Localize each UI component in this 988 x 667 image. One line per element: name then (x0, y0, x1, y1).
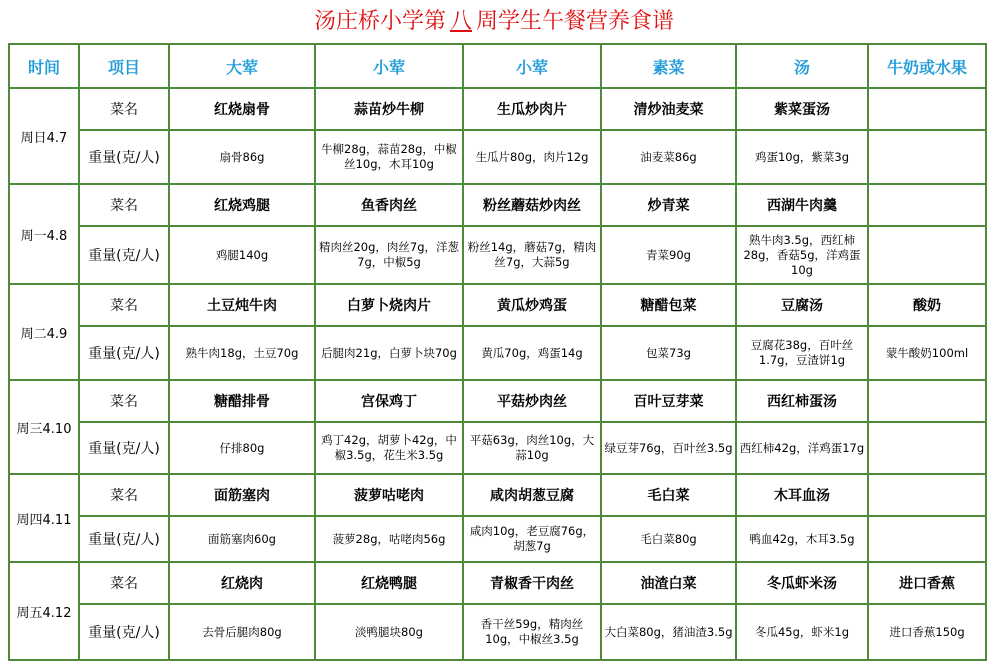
dish-weight-milk-fruit: 蒙牛酸奶100ml (868, 326, 986, 380)
day-cell: 周二4.9 (9, 284, 79, 380)
dish-name-side-meat-1: 宫保鸡丁 (315, 380, 463, 422)
dish-weight-milk-fruit: 进口香蕉150g (868, 604, 986, 660)
header-main-meat: 大荤 (169, 44, 315, 88)
header-time: 时间 (9, 44, 79, 88)
dish-weight-side-meat-1: 鸡丁42g，胡萝卜42g，中椒3.5g，花生米3.5g (315, 422, 463, 474)
dish-name-milk-fruit (868, 474, 986, 516)
dish-weight-soup: 冬瓜45g，虾米1g (736, 604, 868, 660)
row-label-name: 菜名 (79, 474, 169, 516)
dish-weight-side-meat-2: 平菇63g，肉丝10g，大蒜10g (463, 422, 601, 474)
dish-name-side-meat-1: 蒜苗炒牛柳 (315, 88, 463, 130)
dish-weight-row (9, 516, 986, 562)
dish-name-main-meat: 土豆炖牛肉 (169, 284, 315, 326)
header-vegetable: 素菜 (601, 44, 736, 88)
dish-weight-side-meat-2: 黄瓜70g，鸡蛋14g (463, 326, 601, 380)
dish-name-side-meat-1: 鱼香肉丝 (315, 184, 463, 226)
dish-weight-side-meat-1: 淡鸭腿块80g (315, 604, 463, 660)
dish-name-soup: 西湖牛肉羹 (736, 184, 868, 226)
dish-name-vegetable: 炒青菜 (601, 184, 736, 226)
dish-name-side-meat-1: 菠萝咕咾肉 (315, 474, 463, 516)
header-row (9, 44, 986, 88)
dish-weight-main-meat: 面筋塞肉60g (169, 516, 315, 562)
dish-name-side-meat-2: 平菇炒肉丝 (463, 380, 601, 422)
dish-weight-soup: 西红柿42g，洋鸡蛋17g (736, 422, 868, 474)
row-label-weight: 重量(克/人) (79, 226, 169, 284)
dish-name-side-meat-1: 红烧鸭腿 (315, 562, 463, 604)
header-side-meat-2: 小荤 (463, 44, 601, 88)
day-cell: 周一4.8 (9, 184, 79, 284)
dish-weight-side-meat-1: 牛柳28g，蒜苗28g，中椒丝10g，木耳10g (315, 130, 463, 184)
dish-weight-side-meat-2: 生瓜片80g，肉片12g (463, 130, 601, 184)
dish-weight-side-meat-1: 后腿肉21g，白萝卜块70g (315, 326, 463, 380)
dish-name-row (9, 284, 986, 326)
dish-name-main-meat: 红烧扇骨 (169, 88, 315, 130)
dish-name-vegetable: 糖醋包菜 (601, 284, 736, 326)
dish-name-side-meat-2: 粉丝蘑菇炒肉丝 (463, 184, 601, 226)
day-cell: 周五4.12 (9, 562, 79, 660)
dish-weight-vegetable: 大白菜80g，猪油渣3.5g (601, 604, 736, 660)
row-label-name: 菜名 (79, 88, 169, 130)
dish-name-vegetable: 清炒油麦菜 (601, 88, 736, 130)
dish-weight-main-meat: 扇骨86g (169, 130, 315, 184)
dish-weight-soup: 豆腐花38g，百叶丝1.7g，豆渣饼1g (736, 326, 868, 380)
dish-weight-side-meat-2: 粉丝14g，蘑菇7g，精肉丝7g，大蒜5g (463, 226, 601, 284)
row-label-weight: 重量(克/人) (79, 326, 169, 380)
row-label-weight: 重量(克/人) (79, 422, 169, 474)
dish-weight-soup: 熟牛肉3.5g，西红柿28g，香菇5g，洋鸡蛋10g (736, 226, 868, 284)
dish-name-main-meat: 糖醋排骨 (169, 380, 315, 422)
day-cell: 周三4.10 (9, 380, 79, 474)
title-suffix: 周学生午餐营养食谱 (476, 9, 675, 34)
dish-weight-main-meat: 去骨后腿肉80g (169, 604, 315, 660)
dish-weight-vegetable: 毛白菜80g (601, 516, 736, 562)
dish-weight-side-meat-2: 香干丝59g，精肉丝10g，中椒丝3.5g (463, 604, 601, 660)
dish-name-milk-fruit (868, 88, 986, 130)
dish-name-milk-fruit: 酸奶 (868, 284, 986, 326)
dish-weight-soup: 鸭血42g，木耳3.5g (736, 516, 868, 562)
day-cell: 周日4.7 (9, 88, 79, 184)
dish-weight-side-meat-1: 精肉丝20g，肉丝7g，洋葱7g，中椒5g (315, 226, 463, 284)
row-label-weight: 重量(克/人) (79, 604, 169, 660)
dish-weight-milk-fruit (868, 226, 986, 284)
dish-name-row (9, 88, 986, 130)
dish-weight-milk-fruit (868, 422, 986, 474)
dish-weight-vegetable: 包菜73g (601, 326, 736, 380)
dish-weight-row (9, 422, 986, 474)
header-soup: 汤 (736, 44, 868, 88)
dish-name-row (9, 474, 986, 516)
week-number: 八 (449, 9, 472, 34)
dish-weight-main-meat: 鸡腿140g (169, 226, 315, 284)
dish-name-soup: 木耳血汤 (736, 474, 868, 516)
dish-weight-milk-fruit (868, 516, 986, 562)
dish-name-side-meat-2: 咸肉胡葱豆腐 (463, 474, 601, 516)
dish-weight-vegetable: 油麦菜86g (601, 130, 736, 184)
dish-weight-row (9, 326, 986, 380)
dish-name-soup: 紫菜蛋汤 (736, 88, 868, 130)
dish-weight-vegetable: 青菜90g (601, 226, 736, 284)
row-label-name: 菜名 (79, 562, 169, 604)
dish-name-soup: 豆腐汤 (736, 284, 868, 326)
row-label-name: 菜名 (79, 284, 169, 326)
dish-name-row (9, 380, 986, 422)
page-title (0, 0, 988, 42)
dish-weight-side-meat-1: 菠萝28g，咕咾肉56g (315, 516, 463, 562)
dish-weight-side-meat-2: 咸肉10g，老豆腐76g，胡葱7g (463, 516, 601, 562)
dish-weight-vegetable: 绿豆芽76g，百叶丝3.5g (601, 422, 736, 474)
dish-name-row (9, 184, 986, 226)
row-label-weight: 重量(克/人) (79, 516, 169, 562)
dish-name-milk-fruit (868, 380, 986, 422)
dish-name-soup: 冬瓜虾米汤 (736, 562, 868, 604)
dish-name-row (9, 562, 986, 604)
dish-name-main-meat: 红烧鸡腿 (169, 184, 315, 226)
dish-weight-row (9, 226, 986, 284)
dish-name-vegetable: 油渣白菜 (601, 562, 736, 604)
dish-weight-row (9, 130, 986, 184)
dish-name-side-meat-2: 生瓜炒肉片 (463, 88, 601, 130)
dish-name-soup: 西红柿蛋汤 (736, 380, 868, 422)
title-prefix: 汤庄桥小学第 (313, 9, 446, 34)
header-side-meat-1: 小荤 (315, 44, 463, 88)
dish-weight-row (9, 604, 986, 660)
dish-name-vegetable: 百叶豆芽菜 (601, 380, 736, 422)
dish-weight-soup: 鸡蛋10g，紫菜3g (736, 130, 868, 184)
dish-name-main-meat: 面筋塞肉 (169, 474, 315, 516)
row-label-name: 菜名 (79, 184, 169, 226)
header-milk-fruit: 牛奶或水果 (868, 44, 986, 88)
dish-name-side-meat-2: 青椒香干肉丝 (463, 562, 601, 604)
dish-name-main-meat: 红烧肉 (169, 562, 315, 604)
dish-weight-milk-fruit (868, 130, 986, 184)
dish-weight-main-meat: 熟牛肉18g，土豆70g (169, 326, 315, 380)
dish-name-vegetable: 毛白菜 (601, 474, 736, 516)
row-label-name: 菜名 (79, 380, 169, 422)
dish-name-side-meat-1: 白萝卜烧肉片 (315, 284, 463, 326)
dish-name-milk-fruit: 进口香蕉 (868, 562, 986, 604)
dish-weight-main-meat: 仔排80g (169, 422, 315, 474)
dish-name-side-meat-2: 黄瓜炒鸡蛋 (463, 284, 601, 326)
day-cell: 周四4.11 (9, 474, 79, 562)
row-label-weight: 重量(克/人) (79, 130, 169, 184)
header-item: 项目 (79, 44, 169, 88)
menu-table (8, 43, 987, 661)
dish-name-milk-fruit (868, 184, 986, 226)
